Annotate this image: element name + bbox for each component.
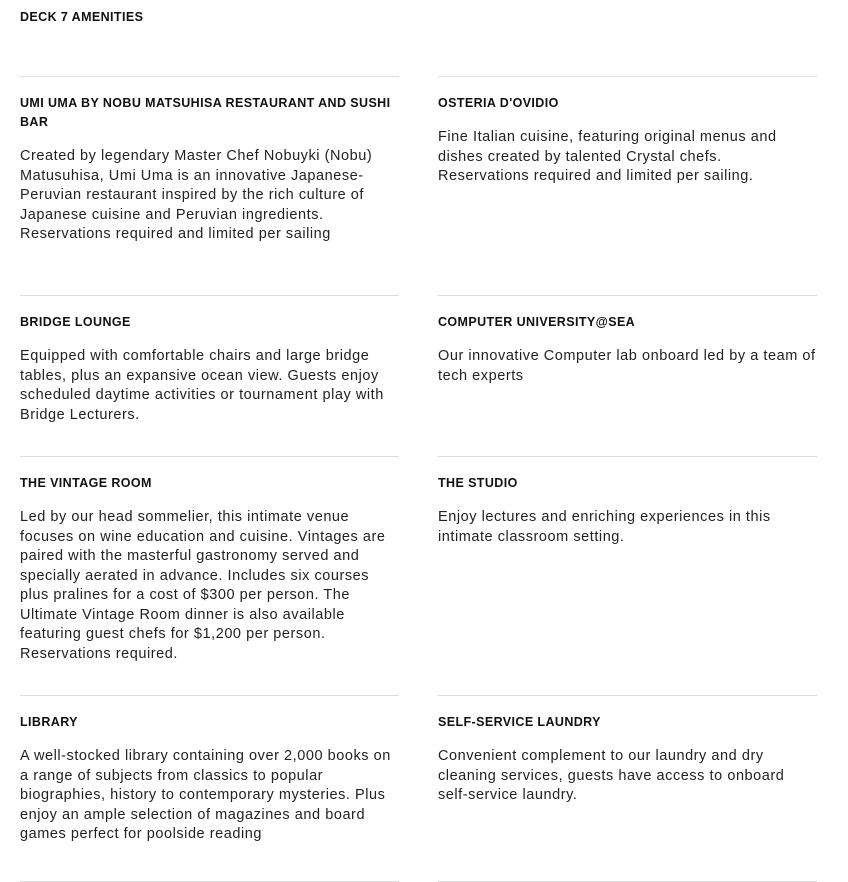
amenity-description: Convenient complement to our laundry and dry cleaning services, guests have access to onboard self-service laundry. <box>438 748 785 803</box>
amenity-card-osteria <box>438 76 817 187</box>
amenity-title: OSTERIA D'OVIDIO <box>438 96 559 110</box>
amenity-description: Equipped with comfortable chairs and large bridge tables, plus an expansive ocean view. Guests enjoy scheduled daytime activities or tournament play with Bridge Lecturers. <box>20 348 384 423</box>
amenity-card-library <box>20 695 399 845</box>
amenity-title: THE VINTAGE ROOM <box>20 476 152 490</box>
amenity-title: SELF-SERVICE LAUNDRY <box>438 715 601 729</box>
amenity-description: Enjoy lectures and enriching experiences in this intimate classroom setting. <box>438 509 771 545</box>
amenity-card-vintage-room <box>20 456 399 664</box>
amenity-description: Led by our head sommelier, this intimate venue focuses on wine education and cuisine. Vintages are paired with the masterful gastronomy served and specially aerated in advance. Includes six courses plus pralines for a cost of $300 per person. The Ultimate Vintage Room dinner is also available featuring guest chefs for $1,200 per person. Reservations required. <box>20 509 386 662</box>
amenity-title: COMPUTER UNIVERSITY@SEA <box>438 315 636 329</box>
amenity-title: UMI UMA BY NOBU MATSUHISA RESTAURANT AND SUSHI BAR <box>20 96 391 129</box>
amenity-card-computer-university <box>438 295 817 386</box>
amenity-title: BRIDGE LOUNGE <box>20 315 131 329</box>
amenity-title: LIBRARY <box>20 715 78 729</box>
amenity-card-laundry <box>438 695 817 806</box>
amenity-card-bridge-lounge <box>20 295 399 425</box>
amenity-card-umi-uma <box>20 76 399 245</box>
amenity-description: Fine Italian cuisine, featuring original menus and dishes created by talented Crystal chefs. Reservations required and limited per sailing. <box>438 129 777 184</box>
amenity-card-studio <box>438 456 817 547</box>
amenity-title: THE STUDIO <box>438 476 518 490</box>
amenity-description: A well-stocked library containing over 2,000 books on a range of subjects from classics to popular biographies, history to contemporary mysteries. Plus enjoy an ample selection of magazines and board games perfect for poolside reading <box>20 748 391 842</box>
amenity-description: Our innovative Computer lab onboard led by a team of tech experts <box>438 348 816 384</box>
deck-title: DECK 7 AMENITIES <box>20 10 144 24</box>
amenity-description: Created by legendary Master Chef Nobuyki (Nobu) Matusuhisa, Umi Uma is an innovative Japanese-Peruvian restaurant inspired by the rich culture of Japanese cuisine and Peruvian ingredients. Reservations required and limited per sailing <box>20 148 373 242</box>
